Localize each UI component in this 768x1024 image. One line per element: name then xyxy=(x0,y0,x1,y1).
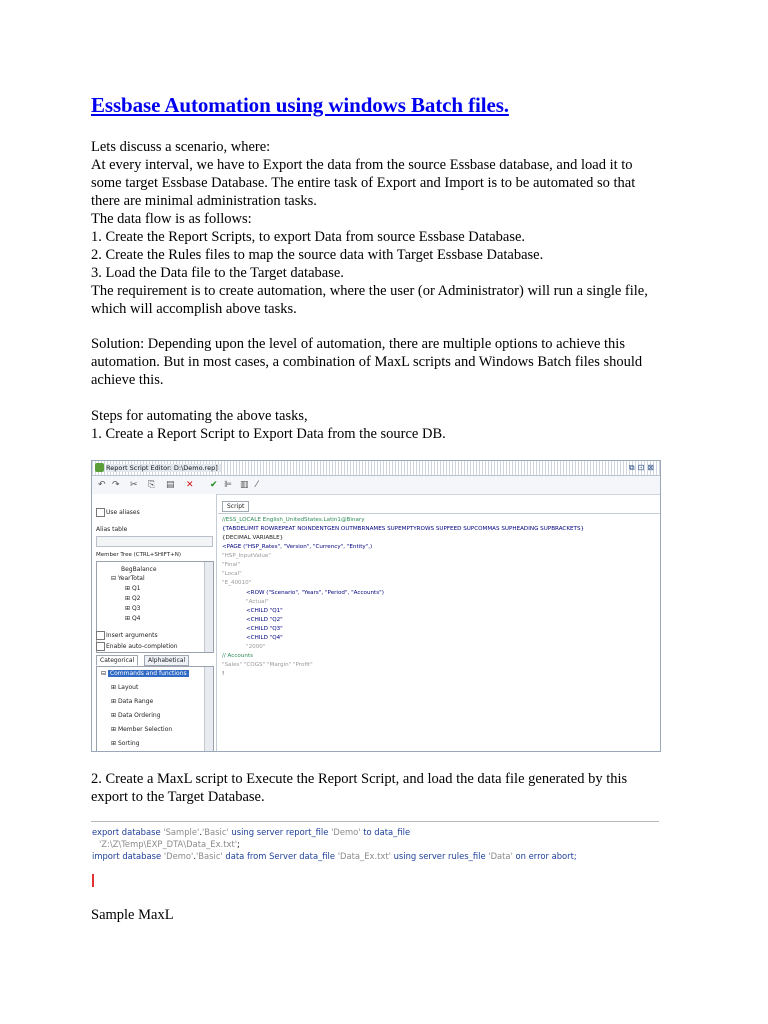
alias-table-label: Alias table xyxy=(96,526,128,533)
text-line: 1. Create the Report Scripts, to export Data from source Essbase Database. xyxy=(91,229,526,245)
text-line: The data flow is as follows: xyxy=(91,211,252,227)
editor-titlebar xyxy=(92,461,660,476)
grid-icon[interactable]: ▥ xyxy=(240,480,249,490)
tree-item[interactable]: ⊞ Q2 xyxy=(125,595,141,602)
editor-script-pane xyxy=(218,497,660,751)
code-line: {DECIMAL VARIABLE} xyxy=(222,535,284,541)
text-line: Lets discuss a scenario, where: xyxy=(91,139,271,155)
code-line: "2000" xyxy=(246,644,266,650)
tab-script[interactable]: Script xyxy=(222,501,249,512)
code-line: "HSP_InputValue" xyxy=(222,553,271,559)
code-line: <ROW ("Scenario", "Years", "Period", "Accounts") xyxy=(246,590,384,596)
tab-categorical[interactable]: Categorical xyxy=(96,655,138,666)
alias-table-select[interactable] xyxy=(96,536,213,547)
window-controls-icon[interactable]: ⧉⊡⊠ xyxy=(628,463,657,472)
code-line: "Local" xyxy=(222,571,242,577)
editor-left-panel xyxy=(92,494,217,751)
maxl-line-3: import database 'Demo'.'Basic' data from Server data_file 'Data_Ex.txt' using server rules_file 'Data' on error abort; xyxy=(92,851,577,861)
commands-scrollbar[interactable] xyxy=(204,667,213,752)
execute-icon[interactable]: ⊫ xyxy=(224,480,232,490)
code-line: <CHILD "Q3" xyxy=(246,626,283,632)
report-script-editor-screenshot xyxy=(91,460,661,752)
text-line: Solution: Depending upon the level of automation, there are multiple options to achieve this xyxy=(91,336,625,352)
text-line: there are minimal administration tasks. xyxy=(91,193,317,209)
code-line: "E_40010" xyxy=(222,580,252,586)
page-title[interactable]: Essbase Automation using windows Batch files. xyxy=(91,93,509,117)
code-line: "Sales" "COGS" "Margin" "Profit" xyxy=(222,662,313,668)
text-line: which will accomplish above tasks. xyxy=(91,301,297,317)
text-line: some target Essbase Database. The entire task of Export and Import is to be automated so that xyxy=(91,175,636,191)
tree-item[interactable]: ⊟ YearTotal xyxy=(111,575,145,582)
text-line: 2. Create the Rules files to map the source data with Target Essbase Database. xyxy=(91,247,544,263)
maxl-line-2: 'Z:\Z\Temp\EXP_DTA\Data_Ex.txt'; xyxy=(99,839,240,849)
step2-paragraph xyxy=(91,770,627,806)
solution-paragraph xyxy=(91,335,642,389)
undo-icon[interactable]: ↶ xyxy=(98,480,106,490)
insert-arguments-label: Insert arguments xyxy=(106,632,158,639)
commands-tree xyxy=(96,666,214,752)
code-line: ! xyxy=(222,671,225,677)
copy-icon[interactable]: ⎘ xyxy=(148,480,156,490)
member-tree-label: Member Tree (CTRL+SHIFT+N) xyxy=(96,552,181,558)
text-line: achieve this. xyxy=(91,372,164,388)
edit-icon[interactable]: ⁄ xyxy=(256,480,258,490)
member-tree xyxy=(96,561,214,653)
tree-item[interactable]: ⊞ Data Ordering xyxy=(111,712,161,719)
tree-scrollbar[interactable] xyxy=(204,562,213,652)
validate-icon[interactable]: ✔ xyxy=(210,480,218,490)
text-line: 1. Create a Report Script to Export Data from the source DB. xyxy=(91,426,446,442)
text-cursor xyxy=(92,874,94,887)
editor-toolbar xyxy=(92,476,660,495)
steps-paragraph xyxy=(91,407,446,443)
tree-item[interactable]: ⊞ Sorting xyxy=(111,740,140,747)
tab-alphabetical[interactable]: Alphabetical xyxy=(144,655,189,666)
text-line: 3. Load the Data file to the Target database. xyxy=(91,265,344,281)
tree-item[interactable]: ⊞ Q3 xyxy=(125,605,141,612)
text-line: automation. But in most cases, a combination of MaxL scripts and Windows Batch files should xyxy=(91,354,643,370)
code-line: <CHILD "Q4" xyxy=(246,635,283,641)
maxl-line-1: export database 'Sample'.'Basic' using server report_file 'Demo' to data_file xyxy=(92,827,411,837)
code-line: <CHILD "Q1" xyxy=(246,608,283,614)
code-line: //ESS_LOCALE English_UnitedStates.Latin1@Binary xyxy=(222,517,365,523)
delete-icon[interactable]: ✕ xyxy=(186,480,194,490)
text-line: The requirement is to create automation, where the user (or Administrator) will run a single file, xyxy=(91,283,648,299)
redo-icon[interactable]: ↷ xyxy=(112,480,120,490)
code-line: {TABDELIMIT ROWREPEAT NOINDENTGEN OUTMBRNAMES SUPEMPTYROWS SUPFEED SUPCOMMAS SUPHEADING SUPBRACKETS} xyxy=(222,526,585,532)
code-line: "Actual" xyxy=(246,599,269,605)
tree-item[interactable]: ⊞ Member Selection xyxy=(111,726,173,733)
code-line: // Accounts xyxy=(222,653,254,659)
text-line: Steps for automating the above tasks, xyxy=(91,408,308,424)
closing-text: Sample MaxL xyxy=(91,907,174,923)
cut-icon[interactable]: ✂ xyxy=(130,480,138,490)
enable-autocompletion-label: Enable auto-completion xyxy=(106,643,178,650)
insert-arguments-checkbox[interactable] xyxy=(96,631,105,640)
text-line: 2. Create a MaxL script to Execute the Report Script, and load the data file generated by this xyxy=(91,771,628,787)
code-line: <CHILD "Q2" xyxy=(246,617,283,623)
code-line: "Final" xyxy=(222,562,241,568)
maxl-code-snippet xyxy=(91,821,659,892)
tree-item[interactable]: BegBalance xyxy=(121,566,157,573)
text-line: At every interval, we have to Export the data from the source Essbase database, and load it to xyxy=(91,157,633,173)
tree-item[interactable]: ⊞ Layout xyxy=(111,684,139,691)
tree-item[interactable]: ⊞ Data Range xyxy=(111,698,154,705)
editor-title: Report Script Editor: D:\Demo.rep] xyxy=(106,464,221,472)
intro-paragraph xyxy=(91,138,648,318)
tree-item[interactable]: ⊞ Q4 xyxy=(125,615,141,622)
code-line: <PAGE ("HSP_Rates", "Version", "Currency", "Entity",) xyxy=(222,544,373,550)
script-code-area[interactable] xyxy=(218,513,660,751)
paste-icon[interactable]: ▤ xyxy=(166,480,175,490)
tree-item[interactable]: ⊞ Q1 xyxy=(125,585,141,592)
tree-item[interactable]: ⊟ Commands and functions xyxy=(101,670,187,677)
use-aliases-checkbox[interactable] xyxy=(96,508,105,517)
app-icon xyxy=(95,463,104,472)
enable-autocompletion-checkbox[interactable] xyxy=(96,642,105,651)
use-aliases-label: Use aliases xyxy=(106,509,140,516)
text-line: export to the Target Database. xyxy=(91,789,265,805)
